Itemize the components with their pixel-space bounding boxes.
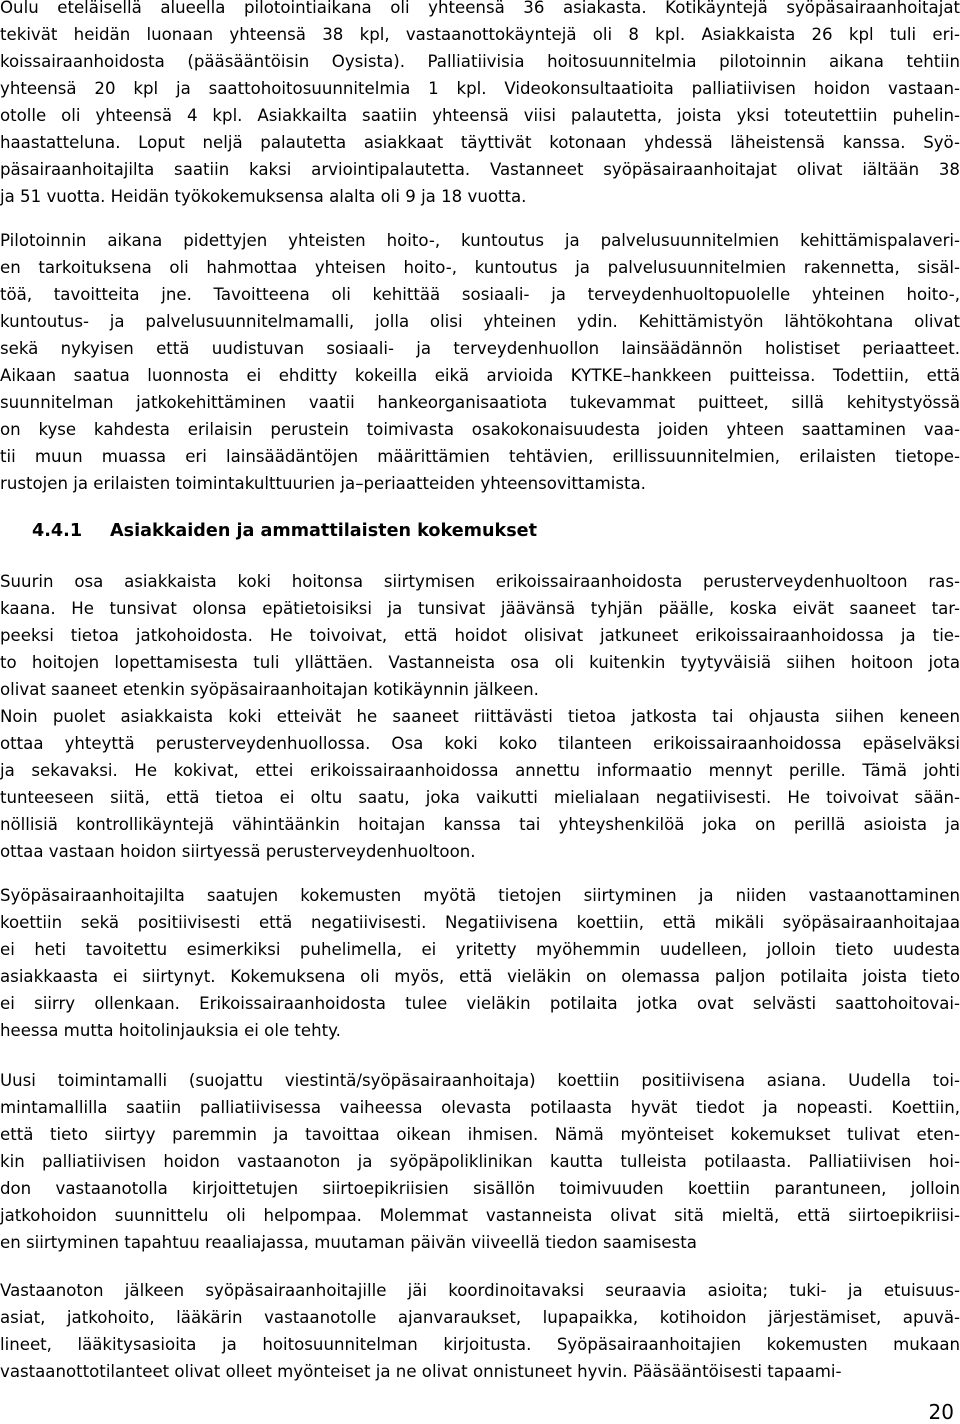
- text-line: Suurin osa asiakkaista koki hoitonsa siirtymisen erikoissairaanhoidosta perusterveydenhuoltoon ras-: [0, 572, 960, 591]
- text-line: Noin puolet asiakkaista koki etteivät he saaneet riittävästi tietoa jatkosta tai ohjausta siihen keneen: [0, 707, 960, 726]
- text-line: ei heti tavoitettu esimerkiksi puhelimella, ei yritetty myöhemmin uudelleen, jolloin tieto uudesta: [0, 940, 960, 960]
- text-line: töä, tavoitteita jne. Tavoitteena oli kehittää sosiaali- ja terveydenhuoltopuolelle yhteinen hoito-,: [0, 285, 960, 305]
- text-line: kaana. He tunsivat olonsa epätietoisiksi ja tunsivat jäävänsä tyhjän päälle, koska eivät saaneet tar-: [0, 599, 960, 619]
- text-line: että tieto siirtyy paremmin ja tavoittaa oikean ihmisen. Nämä myönteiset kokemukset tulivat eten-: [0, 1125, 960, 1145]
- text-line: haastatteluna. Loput neljä palautetta asiakkaat täyttivät kotonaan yhdessä läheistensä kanssa. Syö-: [0, 133, 960, 153]
- text-line: en siirtyminen tapahtuu reaaliajassa, muutaman päivän viiveellä tiedon saamisesta: [0, 1233, 697, 1253]
- text-line: jatkohoidon suunnittelu oli helpompaa. Molemmat vastanneista olivat sitä mieltä, että siirtoepikriisi-: [0, 1206, 960, 1226]
- text-line: koissairaanhoidosta (pääsääntöisin Oysista). Palliatiivisia hoitosuunnitelmia pilotoinnin aikana tehtiin: [0, 52, 960, 72]
- text-line: kin palliatiivisen hoidon vastaanoton ja syöpäpoliklinikan kautta tulleista potilaasta. Palliatiivisen hoi-: [0, 1152, 960, 1172]
- text-line: sekä nykyisen että uudistuvan sosiaali- ja terveydenhuollon lainsäädännön holistiset periaatteet.: [0, 339, 960, 359]
- text-line: Pilotoinnin aikana pidettyjen yhteisten hoito-, kuntoutus ja palvelusuunnitelmien kehittämispalaveri-: [0, 231, 960, 250]
- text-line: peeksi tietoa jatkohoidosta. He toivoivat, että hoidot olisivat jatkuneet erikoissairaanhoidossa ja tie-: [0, 626, 960, 646]
- text-line: ottaa vastaan hoidon siirtyessä perusterveydenhuoltoon.: [0, 842, 476, 862]
- paragraph-nurse-experiences: [0, 882, 960, 1044]
- paragraph-client-information: [0, 703, 960, 865]
- paragraph-pilot-statistics: [0, 0, 960, 210]
- text-line: Aikaan saatua luonnosta ei ehditty kokeilla eikä arvioida KYTKE–hankkeen puitteissa. Todettiin, että: [0, 366, 960, 386]
- text-line: tunteeseen siitä, että tietoa ei oltu saatu, joka vaikutti mielialaan negatiivisesti. He toivoivat sään-: [0, 788, 960, 808]
- text-line: rustojen ja erilaisten toimintakulttuurien ja–periaatteiden yhteensovittamista.: [0, 474, 646, 494]
- section-number: 4.4.1: [32, 521, 83, 541]
- text-line: Oulu eteläisellä alueella pilotointiaikana oli yhteensä 36 asiakasta. Kotikäyntejä syöpäsairaanhoitajat: [0, 0, 960, 17]
- text-line: tekivät heidän luonaan yhteensä 38 kpl, vastaanottokäyntejä oli 8 kpl. Asiakkaista 26 kpl tuli eri-: [0, 25, 960, 45]
- text-line: mintamallilla saatiin palliatiivisessa vaiheessa olevasta potilaasta hyvät tiedot ja nopeasti. Koettiin,: [0, 1098, 960, 1118]
- paragraph-joint-planning: [0, 227, 960, 497]
- paragraph-coordination: [0, 1277, 960, 1385]
- text-line: suunnitelman jatkokehittäminen vaatii hankeorganisaatiota tukevammat puitteet, sillä kehitystyössä: [0, 393, 960, 413]
- text-line: en tarkoituksena oli hahmottaa yhteisen hoito-, kuntoutus ja palvelusuunnitelmien rakennetta, sisäl-: [0, 258, 960, 278]
- text-line: Uusi toimintamalli (suojattu viestintä/syöpäsairaanhoitaja) koettiin positiivisena asiana. Uudella toi-: [0, 1071, 960, 1090]
- text-line: ja sekavaksi. He kokivat, ettei erikoissairaanhoidossa annettu informaatio mennyt perille. Tämä johti: [0, 761, 960, 781]
- text-line: otolle oli yhteensä 4 kpl. Asiakkailta saatiin yhteensä viisi palautetta, joista yksi toteutettiin puhelin-: [0, 106, 960, 126]
- text-line: tii muun muassa eri lainsäädäntöjen määrittämien tehtävien, erillissuunnitelmien, erilaisten tietope-: [0, 447, 960, 467]
- text-line: heessa mutta hoitolinjauksia ei ole tehty.: [0, 1021, 341, 1041]
- text-line: yhteensä 20 kpl ja saattohoitosuunnitelmia 1 kpl. Videokonsultaatioita palliatiivisen hoidon vastaan-: [0, 79, 960, 99]
- text-line: nöllisiä kontrollikäyntejä vähintäänkin hoitajan kanssa tai yhteyshenkilöä joka on perillä asioista ja: [0, 815, 960, 835]
- text-line: asiakkaasta ei siirtynyt. Kokemuksena oli myös, että vieläkin on olemassa paljon potilaita joista tieto: [0, 967, 960, 987]
- section-heading: [0, 516, 960, 546]
- text-line: to hoitojen lopettamisesta tuli yllättäen. Vastanneista osa oli kuitenkin tyytyväisiä siihen hoitoon jota: [0, 653, 960, 673]
- text-line: don vastaanotolla kirjoittetujen siirtoepikriisien sisällön toimivuuden koettiin parantuneen, jolloin: [0, 1179, 960, 1199]
- text-line: lineet, lääkitysasioita ja hoitosuunnitelman kirjoitusta. Syöpäsairaanhoitajien kokemusten mukaan: [0, 1335, 960, 1355]
- section-title: Asiakkaiden ja ammattilaisten kokemukset: [110, 521, 538, 541]
- text-line: ottaa yhteyttä perusterveydenhuollossa. Osa koki koko tilanteen erikoissairaanhoidossa epäselväksi: [0, 734, 960, 754]
- text-line: vastaanottotilanteet olivat olleet myönteiset ja ne olivat onnistuneet hyvin. Pääsääntöisesti tapaami-: [0, 1362, 842, 1382]
- text-line: asiat, jatkohoito, lääkärin vastaanotolle ajanvaraukset, lupapaikka, kotihoidon järjestämiset, apuvä-: [0, 1308, 960, 1328]
- text-line: Syöpäsairaanhoitajilta saatujen kokemusten myötä tietojen siirtyminen ja niiden vastaanottaminen: [0, 886, 960, 905]
- text-line: koettiin sekä positiivisesti että negatiivisesti. Negatiivisena koettiin, että mikäli syöpäsairaanhoitajaa: [0, 913, 960, 933]
- text-line: ja 51 vuotta. Heidän työkokemuksensa alalta oli 9 ja 18 vuotta.: [0, 187, 527, 207]
- text-line: Vastaanoton jälkeen syöpäsairaanhoitajille jäi koordinoitavaksi seuraavia asioita; tuki- ja etuisuus-: [0, 1281, 960, 1300]
- text-line: ei siirry ollenkaan. Erikoissairaanhoidosta tulee vieläkin potilaita jotka ovat selvästi saattohoitovai-: [0, 994, 960, 1014]
- text-line: olivat saaneet etenkin syöpäsairaanhoitajan kotikäynnin jälkeen.: [0, 680, 539, 700]
- page-number: 20: [928, 1400, 954, 1424]
- text-line: kuntoutus- ja palvelusuunnitelmamalli, jolla olisi yhteinen ydin. Kehittämistyön lähtökohtana olivat: [0, 312, 960, 332]
- text-line: päsairaanhoitajilta saatiin kaksi arviointipalautetta. Vastanneet syöpäsairaanhoitajat olivat iältään 38: [0, 160, 960, 180]
- paragraph-client-transition: [0, 568, 960, 703]
- paragraph-new-model: [0, 1067, 960, 1256]
- text-line: on kyse kahdesta erilaisin perustein toimivasta osakokonaisuudesta joiden yhteen saattaminen vaa-: [0, 420, 960, 440]
